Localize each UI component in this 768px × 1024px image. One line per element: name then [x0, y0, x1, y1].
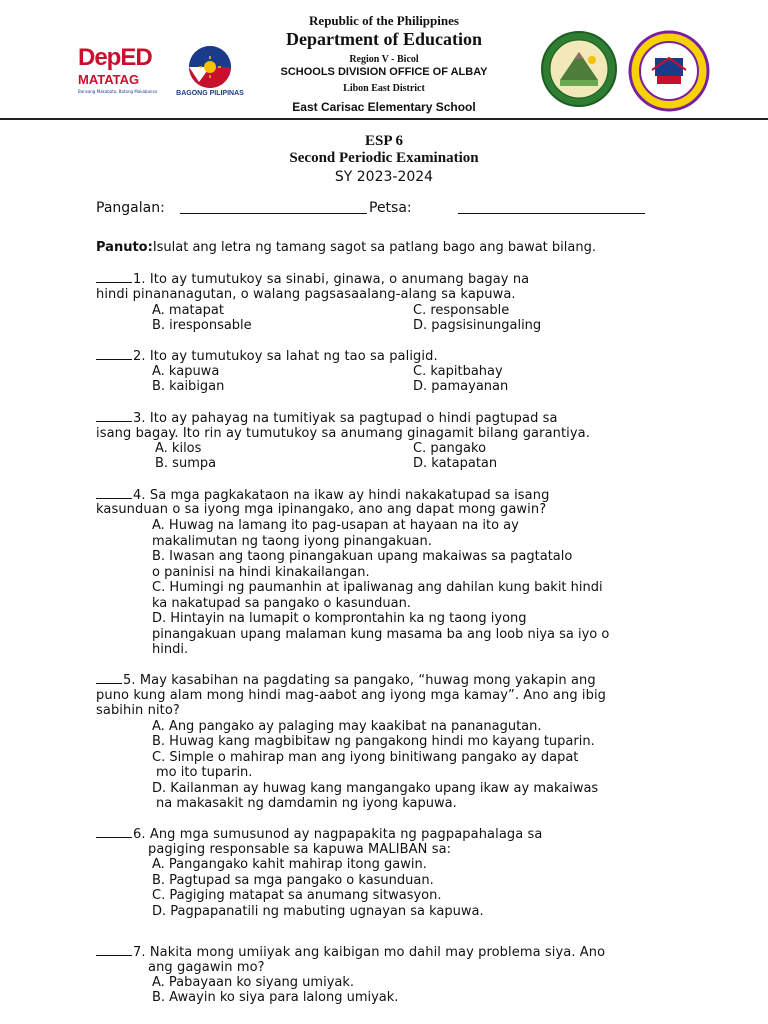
answer-blank-7[interactable] [96, 944, 132, 956]
question-2-option-d: D. pamayanan [413, 379, 509, 394]
question-1-option-c: C. responsable [413, 303, 510, 318]
header-divider [0, 118, 768, 120]
question-1-line-1: 1. Ito ay tumutukoy sa sinabi, ginawa, o anumang bagay na [96, 271, 529, 287]
answer-blank-1[interactable] [96, 271, 132, 283]
question-6-option-c: C. Pagiging matapat sa anumang sitwasyon. [152, 888, 442, 903]
question-5-option-b: B. Huwag kang magbibitaw ng pangakong hindi mo kayang tuparin. [152, 734, 595, 749]
question-4-option-b: B. Iwasan ang taong pinangakuan upang makaiwas sa pagtatalo [152, 549, 573, 564]
bagong-pilipinas-emblem-icon [172, 44, 248, 90]
question-7-option-b: B. Awayin ko siya para lalong umiyak. [152, 990, 399, 1005]
question-5-option-c: C. Simple o mahirap man ang iyong binitiwang pangako ay dapat [152, 750, 579, 765]
question-4-option-a: A. Huwag na lamang ito pag-usapan at hayaan na ito ay [152, 518, 519, 533]
answer-blank-3[interactable] [96, 410, 132, 422]
question-4-option-c-cont: ka nakatupad sa pangako o kasunduan. [152, 596, 411, 611]
region-heading: Region V - Bicol [349, 54, 419, 65]
bagong-pilipinas-logo [172, 44, 248, 100]
question-4-option-d: D. Hintayin na lumapit o komprontahin ka ng taong iyong [152, 611, 527, 626]
question-4-line-2: kasunduan o sa iyong mga ipinangako, ano ang dapat mong gawin? [96, 502, 547, 517]
matatag-tagline: Bansang Makabata, Batang Makabansa [78, 89, 157, 94]
bagong-pilipinas-text: BAGONG PILIPINAS [176, 90, 244, 97]
question-5-line-3: sabihin nito? [96, 703, 180, 718]
question-3-line-1: 3. Ito ay pahayag na tumitiyak sa pagtupad o hindi pagtupad sa [96, 410, 558, 426]
question-6-option-a: A. Pangangako kahit mahirap itong gawin. [152, 857, 427, 872]
school-seal-logo [628, 30, 710, 112]
question-2-line-1: 2. Ito ay tumutukoy sa lahat ng tao sa paligid. [96, 348, 438, 364]
exam-title: Second Periodic Examination [289, 150, 479, 166]
question-3-option-c: C. pangako [413, 441, 487, 456]
question-4-line-1: 4. Sa mga pagkakataon na ikaw ay hindi nakakatupad sa isang [96, 487, 549, 503]
deped-logo-text: DepED [78, 44, 152, 71]
division-heading: SCHOOLS DIVISION OFFICE OF ALBAY [280, 66, 488, 78]
directions-text: Isulat ang letra ng tamang sagot sa patlang bago ang bawat bilang. [152, 240, 596, 255]
question-6-option-d: D. Pagpapanatili ng mabuting ugnayan sa kapuwa. [152, 904, 484, 919]
question-1-option-b: B. iresponsable [152, 318, 252, 333]
question-5-option-d: D. Kailanman ay huwag kang mangangako upang ikaw ay makaiwas [152, 781, 599, 796]
department-heading: Department of Education [286, 29, 482, 49]
question-2-option-a: A. kapuwa [152, 364, 220, 379]
question-2-option-b: B. kaibigan [152, 379, 225, 394]
district-heading: Libon East District [343, 83, 425, 94]
question-3-option-d: D. katapatan [413, 456, 498, 471]
date-label: Petsa: [369, 200, 412, 216]
question-5-line-2: puno kung alam mong hindi mag-aabot ang iyong mga kamay”. Ano ang ibig [96, 688, 607, 703]
question-5-line-1: 5. May kasabihan na pagdating sa pangako, “huwag mong yakapin ang [96, 672, 596, 688]
question-2-option-c: C. kapitbahay [413, 364, 503, 379]
question-7-line-2: ang gagawin mo? [148, 960, 265, 975]
republic-heading: Republic of the Philippines [309, 13, 459, 28]
question-6-option-b: B. Pagtupad sa mga pangako o kasunduan. [152, 873, 434, 888]
answer-blank-6[interactable] [96, 826, 132, 838]
answer-blank-5[interactable] [96, 672, 122, 684]
question-6-line-1: 6. Ang mga sumusunod ay nagpapakita ng pagpapahalaga sa [96, 826, 543, 842]
name-field[interactable] [180, 213, 367, 214]
matatag-logo-text: MATATAG [78, 72, 140, 87]
answer-blank-4[interactable] [96, 487, 132, 499]
question-5-option-a: A. Ang pangako ay palaging may kaakibat na pananagutan. [152, 719, 542, 734]
question-5-option-c-cont: mo ito tuparin. [156, 765, 253, 780]
division-seal-icon [540, 30, 618, 108]
date-field[interactable] [458, 213, 645, 214]
school-year: SY 2023-2024 [334, 169, 434, 185]
school-heading: East Carisac Elementary School [292, 100, 476, 114]
question-4-option-b-cont: o paninisi na hindi kinakailangan. [152, 565, 370, 580]
question-5-option-d-cont: na makasakit ng damdamin ng iyong kapuwa. [156, 796, 457, 811]
question-3-option-b: B. sumpa [155, 456, 217, 471]
question-7-line-1: 7. Nakita mong umiiyak ang kaibigan mo dahil may problema siya. Ano [96, 944, 605, 960]
question-1-line-2: hindi pinananagutan, o walang pagsasaalang-alang sa kapuwa. [96, 287, 516, 302]
question-4-option-c: C. Humingi ng paumanhin at ipaliwanag ang dahilan kung bakit hindi [152, 580, 603, 595]
question-3-option-a: A. kilos [155, 441, 202, 456]
school-seal-icon [628, 30, 710, 112]
question-3-line-2: isang bagay. Ito rin ay tumutukoy sa anumang ginagamit bilang garantiya. [96, 426, 590, 441]
answer-blank-2[interactable] [96, 348, 132, 360]
deped-matatag-logo [78, 44, 170, 100]
question-7-option-a: A. Pabayaan ko siyang umiyak. [152, 975, 355, 990]
directions [96, 240, 596, 255]
question-1-option-d: D. pagsisinungaling [413, 318, 542, 333]
question-1-option-a: A. matapat [152, 303, 224, 318]
question-4-option-a-cont: makalimutan ng taong iyong pinangakuan. [152, 534, 432, 549]
question-4-option-d-cont-2: hindi. [152, 642, 189, 657]
name-label: Pangalan: [96, 200, 165, 216]
directions-label: Panuto: [96, 240, 153, 255]
subject-title: ESP 6 [365, 133, 403, 149]
division-seal-logo [540, 30, 618, 108]
question-4-option-d-cont: pinangakuan upang malaman kung masama ba ang loob niya sa iyo o [152, 627, 610, 642]
question-6-line-2: pagiging responsable sa kapuwa MALIBAN sa: [148, 842, 452, 857]
